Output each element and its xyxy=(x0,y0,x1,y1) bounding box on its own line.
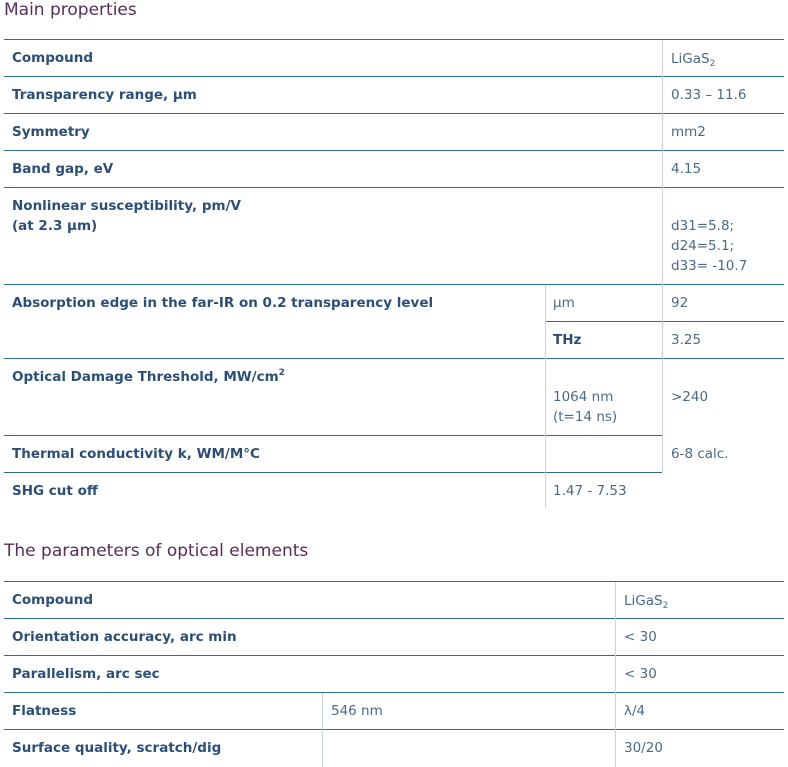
orientation-accuracy-label: Orientation accuracy, arc min xyxy=(12,629,237,645)
nonlinear-label: Nonlinear susceptibility, pm/V xyxy=(12,198,241,214)
shg-cutoff-value: 1.47 - 7.53 xyxy=(553,483,627,499)
absorption-label: Absorption edge in the far-IR on 0.2 transparency level xyxy=(12,295,434,311)
damage-threshold-value: >240 xyxy=(671,389,709,405)
absorption-value-thz: 3.25 xyxy=(671,332,702,348)
column-divider xyxy=(615,582,616,767)
nonlinear-value-d33: d33= -10.7 xyxy=(671,258,748,274)
symmetry-label: Symmetry xyxy=(12,124,90,140)
column-divider xyxy=(322,693,323,767)
surface-quality-label: Surface quality, scratch/dig xyxy=(12,740,222,756)
optical-elements-heading: The parameters of optical elements xyxy=(4,541,309,561)
damage-threshold-label: Optical Damage Threshold, $MW/cm^2$ xyxy=(12,368,285,385)
thermal-conductivity-value: 6-8 calc. xyxy=(671,446,729,462)
table-rule xyxy=(4,113,784,114)
parallelism-value: < 30 xyxy=(624,666,657,682)
orientation-accuracy-value: < 30 xyxy=(624,629,657,645)
table-rule xyxy=(4,76,784,77)
surface-quality-value: 30/20 xyxy=(624,740,663,756)
table-rule xyxy=(545,321,784,322)
band-gap-value: 4.15 xyxy=(671,161,702,177)
compound-value: LiGaS$_2$ xyxy=(671,51,716,69)
table-rule xyxy=(4,729,784,730)
flatness-wavelength: 546 nm xyxy=(331,703,383,719)
nonlinear-value-d24: d24=5.1; xyxy=(671,238,735,254)
damage-threshold-pulse: (t=14 ns) xyxy=(553,409,618,425)
table-rule xyxy=(4,358,784,359)
table-rule xyxy=(4,618,784,619)
main-properties-heading: Main properties xyxy=(4,0,137,20)
table-rule xyxy=(4,692,784,693)
table-rule xyxy=(4,187,784,188)
thermal-conductivity-label: Thermal conductivity k, WM/M°C xyxy=(12,446,260,462)
flatness-label: Flatness xyxy=(12,703,77,719)
shg-cutoff-label: SHG cut off xyxy=(12,483,98,499)
optical-compound-label: Compound xyxy=(12,592,94,608)
transparency-label: Transparency range, µm xyxy=(12,87,197,103)
optical-compound-value: LiGaS$_2$ xyxy=(624,593,669,611)
band-gap-label: Band gap, eV xyxy=(12,161,114,177)
table-rule xyxy=(4,655,784,656)
absorption-value-um: 92 xyxy=(671,295,689,311)
table-rule xyxy=(4,284,784,285)
absorption-unit-um: µm xyxy=(553,295,575,311)
table-rule xyxy=(4,435,662,436)
absorption-unit-thz: THz xyxy=(553,332,582,348)
transparency-value: 0.33 – 11.6 xyxy=(671,87,747,103)
parallelism-label: Parallelism, arc sec xyxy=(12,666,160,682)
column-divider xyxy=(545,285,546,508)
table-rule xyxy=(4,150,784,151)
symmetry-value: mm2 xyxy=(671,124,706,140)
table-rule xyxy=(4,472,662,473)
column-divider xyxy=(662,40,663,472)
compound-label: Compound xyxy=(12,50,94,66)
table-rule xyxy=(4,581,784,582)
nonlinear-value-d31: d31=5.8; xyxy=(671,218,735,234)
nonlinear-label-condition: (at 2.3 µm) xyxy=(12,218,98,234)
table-rule xyxy=(4,39,784,40)
flatness-value: λ/4 xyxy=(624,703,646,719)
damage-threshold-wavelength: 1064 nm xyxy=(553,389,614,405)
